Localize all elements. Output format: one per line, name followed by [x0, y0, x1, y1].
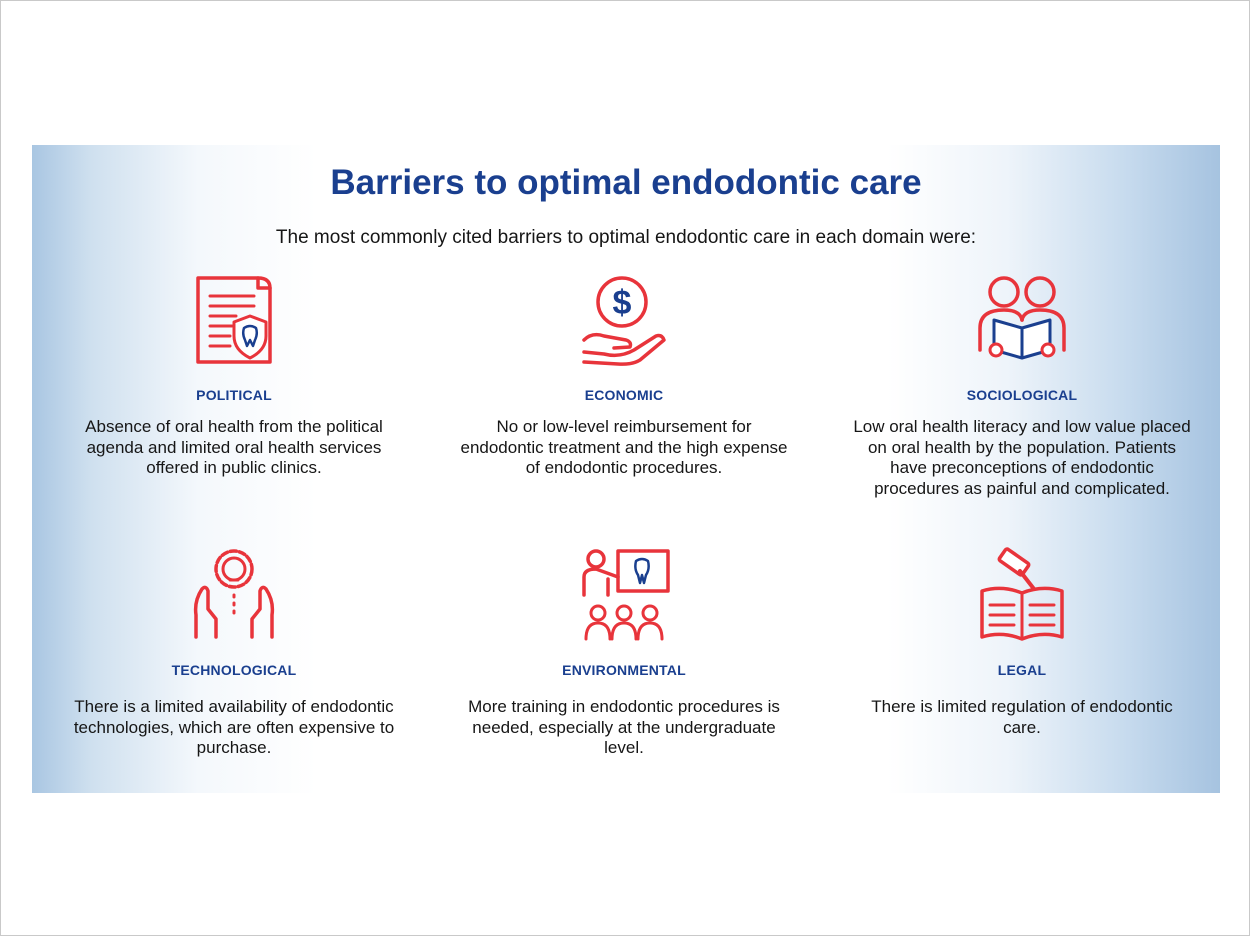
infographic-subtitle: The most commonly cited barriers to optimal endodontic care in each domain were:: [275, 227, 977, 248]
domain-description: Absence of oral health from the political agenda and limited oral health services offered in public clinics.: [85, 417, 383, 477]
domain-label: TECHNOLOGICAL: [171, 662, 297, 678]
document-shield-tooth-icon: [184, 270, 284, 370]
domain-label: LEGAL: [997, 662, 1047, 678]
domain-description: No or low-level reimbursement for endodontic treatment and the high expense of endodontic procedures.: [460, 417, 788, 477]
domain-description: There is a limited availability of endodontic technologies, which are often expensive to purchase.: [73, 697, 395, 757]
domain-description: There is limited regulation of endodontic care.: [871, 697, 1173, 737]
infographic-title: Barriers to optimal endodontic care: [330, 163, 922, 202]
domain-label: ECONOMIC: [584, 387, 664, 403]
hand-dollar-coin-icon: [574, 270, 674, 370]
svg-text:$: $: [612, 284, 632, 322]
domain-description: More training in endodontic procedures is needed, especially at the undergraduate level.: [468, 697, 780, 757]
infographic-panel: [32, 145, 1220, 793]
domain-label: POLITICAL: [196, 387, 272, 403]
hands-gear-lightbulb-icon: [184, 545, 284, 645]
people-reading-book-icon: [972, 270, 1072, 370]
domain-label: ENVIRONMENTAL: [562, 662, 686, 678]
domain-label: SOCIOLOGICAL: [966, 387, 1078, 403]
teacher-presentation-icon: [574, 545, 674, 645]
domain-description: Low oral health literacy and low value placed on oral health by the population. Patients have preconceptions of endodontic procedures as painful and complicated.: [853, 417, 1191, 498]
gavel-law-book-icon: [972, 545, 1072, 645]
